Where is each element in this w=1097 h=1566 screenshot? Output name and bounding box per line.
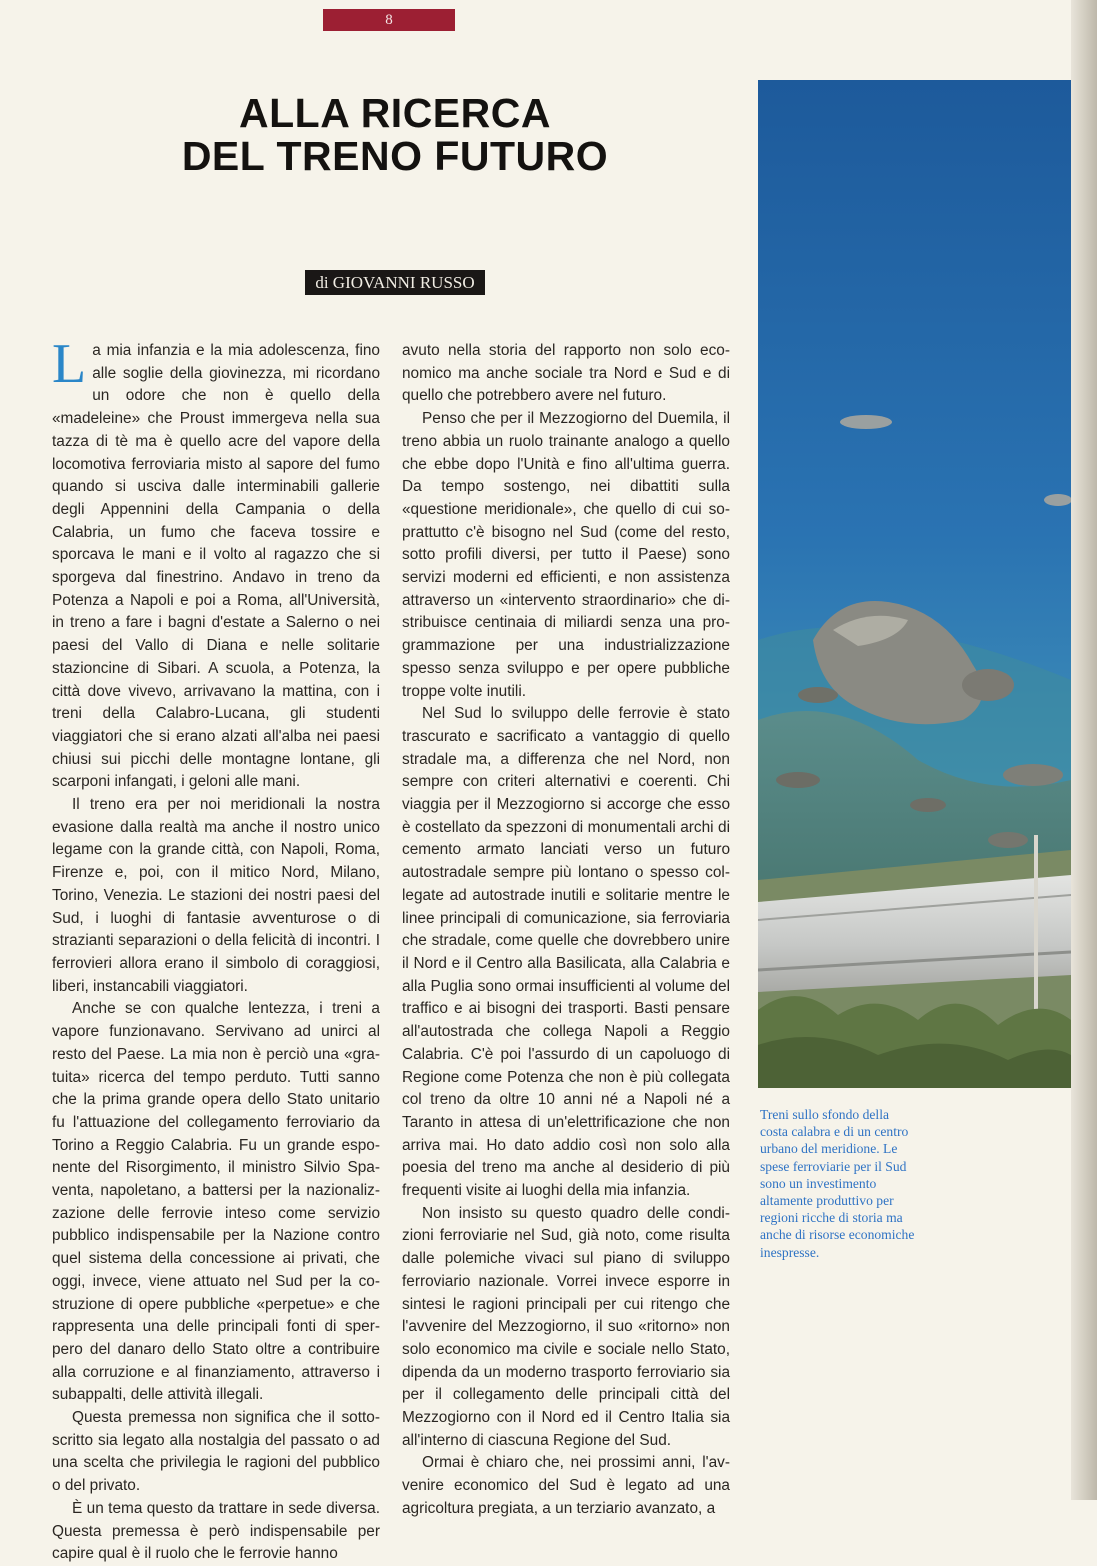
paragraph: Penso che per il Mezzogiorno del Duemila, il treno abbia un ruolo trainante analogo a quello che ebbe dopo l'Unità e fino all'ultima guerra. Da tempo sostengo, nei dibattiti sulla «questione meridionale», che quello di cui soprattutto c'è bisogno nel Sud (come del resto, sotto profili diversi, per tutto il Paese) sono servizi moderni ed efficienti, e non assistenza attraverso un «intervento straordinario» che distribuisce centinaia di miliardi senza una programmazione per una industrializzazione spesso senza sviluppo e per opere pubbliche troppe volte inutili. xyxy=(402,410,730,700)
article-column-right xyxy=(402,340,730,1521)
small-rock xyxy=(962,669,1014,701)
small-rock xyxy=(776,772,820,788)
title-line-1: ALLA RICERCA xyxy=(239,90,551,136)
paragraph: Il treno era per noi meridionali la nostra evasione dalla realtà ma anche il nostro unico legame con la grande città, con Napoli, Roma, Firenze e, poi, con il mitico Nord, Milano, Torino, Venezia. Le stazioni dei nostri paesi del Sud, i luoghi di fantasie avventurose o di strazianti separazioni o della felicità di incontri. I ferrovieri allora erano il simbolo di coraggiosi, liberi, instancabili viaggiatori. xyxy=(52,796,380,995)
article-title xyxy=(120,92,670,178)
paragraph: È un tema questo da trattare in sede diversa. Questa premessa è però indispensabile per capire qual è il ruolo che le ferrovie hanno xyxy=(52,1499,380,1563)
photo-caption: Treni sullo sfondo della costa calabra e di un centro urbano del meridione. Le spese ferroviarie per il Sud sono un investimento altamente produttivo per regioni ricche di storia ma anche di risorse economiche inespresse. xyxy=(760,1107,915,1260)
paragraph: avuto nella storia del rapporto non solo economico ma anche sociale tra Nord e Sud e di quello che potrebbero avere nel futuro. xyxy=(402,342,730,405)
paragraph: Ormai è chiaro che, nei prossimi anni, l'avvenire economico del Sud è legato ad una agricoltura pregiata, a un terziario avanzato, a xyxy=(402,1454,730,1517)
small-rock xyxy=(798,687,838,703)
small-rock xyxy=(1044,494,1071,506)
small-rock xyxy=(1003,764,1063,786)
article-column-left xyxy=(52,333,380,1566)
page-number: 8 xyxy=(323,9,455,31)
coastal-train-photo xyxy=(758,80,1071,1088)
title-line-2: DEL TRENO FUTURO xyxy=(181,133,609,179)
paragraph-text: a mia infanzia e la mia adolescenza, fino alle soglie della giovinezza, mi ricordano un odore che non è quello della «madeleine» che Proust immergeva nella sua tazza di tè ma è quello acre del vapore della locomotiva ferroviaria misto al sapore del fumo quando si usciva dalle interminabili gallerie degli Appennini della Campania o della Calabria, un fumo che faceva tossire e sporcava le mani e il volto al ragazzo che si sporgeva dal finestrino. Andavo in treno da Potenza a Napoli e poi a Roma, all'Università, in treno a fare i bagni d'estate a Salerno o nei paesi del Vallo di Diana e nelle solitarie stazioncine di Sibari. A scuola, a Potenza, la città dove vivevo, arrivavano la mattina, con i treni della Calabro-Lucana, gli studenti viaggiatori che si erano alzati all'alba nei paesi chiusi sui picchi delle montagne lontane, gli scarponi infangati, i geloni alle mani. xyxy=(52,342,380,791)
paragraph: Questa premessa non significa che il sottoscritto sia legato alla nostalgia del passato o ad una scelta che privilegia le ragioni del pubblico o del privato. xyxy=(52,1409,380,1495)
small-rock xyxy=(988,832,1028,848)
small-rock xyxy=(910,798,946,812)
paragraph: Nel Sud lo sviluppo delle ferrovie è stato trascurato e sacrificato a vantaggio di quello stradale ma, a differenza che nel Nord, non sempre con criteri alternativi e coerenti. Chi viaggia per il Mezzogiorno si accorge che esso è costellato da spezzoni di monumentali archi di cemento armato lanciati verso un futuro autostradale sempre più lontano o spesso collegate ad autostrade inutili e solitarie mentre le linee principali di comunicazione, sia ferroviaria che stradale, come quelle che dovrebbero unire il Nord e il Centro alla Basilicata, alla Calabria e alla Puglia sono ormai insufficienti al volume del traffico e ai bisogni dei trasporti. Basti pensare all'autostrada che collega Napoli a Reggio Calabria. C'è poi l'assurdo di un capoluogo di Regione come Potenza che non è più collegata col treno da oltre 10 anni né a Napoli né a Taranto in attesa di un'elettrificazione che non arriva mai. Ho dato addio così non solo alla poesia del treno ma anche al desiderio di più frequenti visite ai luoghi della mia infanzia. xyxy=(402,705,730,1200)
paragraph xyxy=(52,333,380,794)
paragraph: Non insisto su questo quadro delle condizioni ferroviarie nel Sud, già noto, come risulta dalle polemiche vivaci sul piano di sviluppo ferroviario nazionale. Vorrei invece esporre in sintesi le ragioni principali per cui ritengo che l'avvenire del Mezzogiorno, il suo «ritorno» non solo economico ma civile e sociale nello Stato, dipenda da un moderno trasporto ferroviario sia per il collegamento delle principali città del Mezzogiorno con il Nord ed il Centro Italia sia all'interno di ciascuna Regione del Sud. xyxy=(402,1204,730,1449)
author-byline: di GIOVANNI RUSSO xyxy=(305,270,485,295)
drop-cap: L xyxy=(52,333,87,395)
paragraph: Anche se con qualche lentezza, i treni a vapore funzionavano. Servivano ad unirci al resto del Paese. La mia non è perciò una «gratuita» ricerca del tempo perduto. Tutti sanno che la prima grande opera dello Stato unitario fu l'attuazione del collegamento ferroviario da Torino a Reggio Calabria. Fu un grande esponente del Risorgimento, il ministro Silvio Spaventa, napoletano, a battersi per la nazionalizzazione delle ferrovie inteso come servizio pubblico indispensabile per la Nazione contro quel sistema della concessione ai privati, che oggi, invece, viene attuato nel Sud per la costruzione di opere pubbliche «perpetue» e che rappresenta una delle principali fonti di sperpero del danaro dello Stato oltre a contribuire alla corruzione e al finanziamento, attraverso i subappalti, delle attività illegali. xyxy=(52,1000,380,1404)
page-binding-edge xyxy=(1071,0,1097,1500)
small-rock xyxy=(840,415,892,429)
